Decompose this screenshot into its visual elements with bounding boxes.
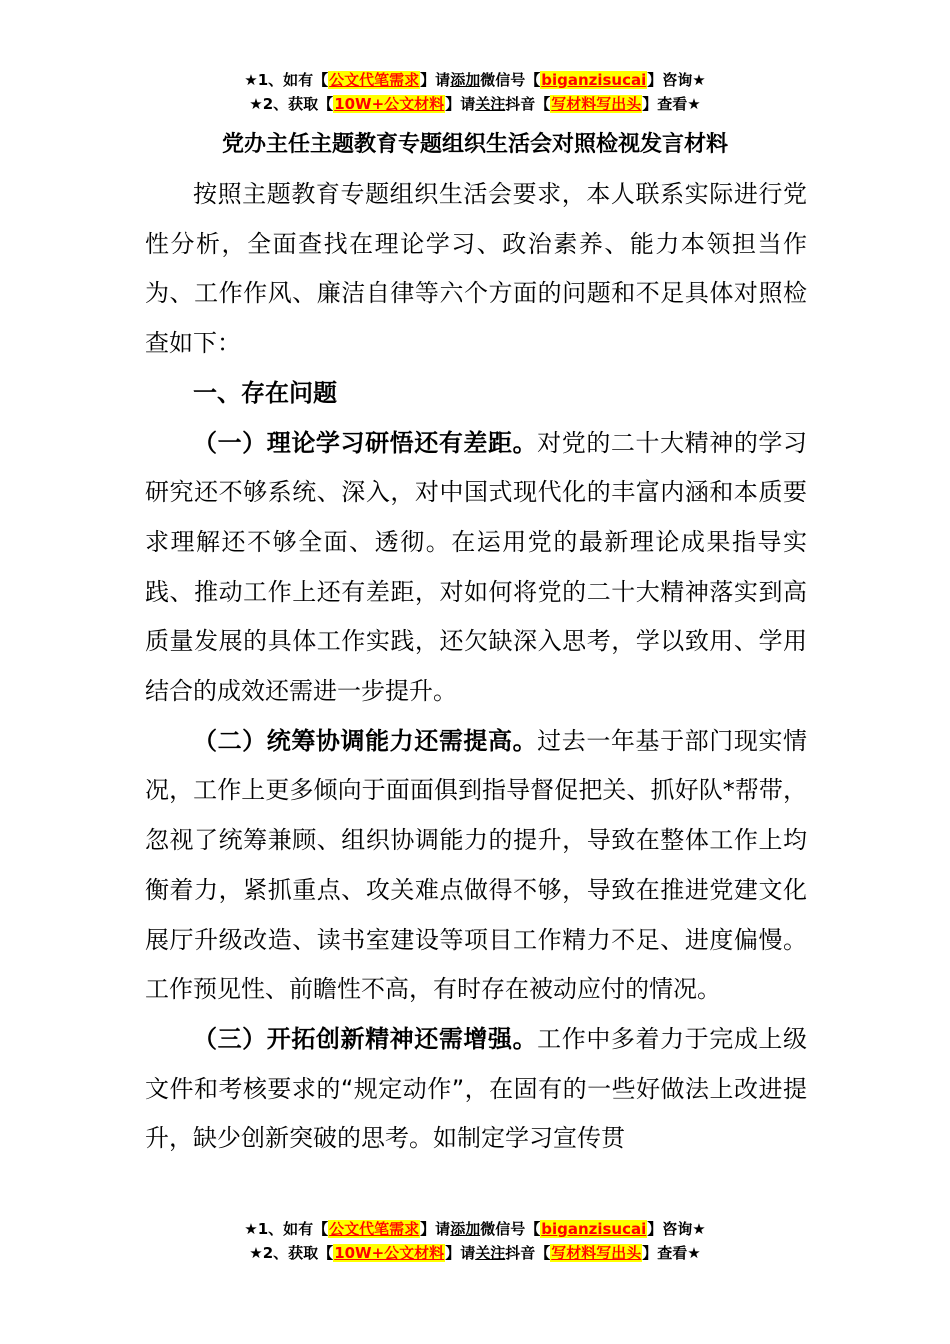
banner-text: 】查看★ (642, 1244, 701, 1262)
banner-highlight: 10W+公文材料 (334, 95, 445, 113)
banner-text: ★1、如有【 (244, 71, 329, 89)
banner-highlight: biganzisucai (541, 71, 647, 89)
banner-text: 】请 (420, 71, 451, 89)
intro-paragraph: 按照主题教育专题组织生活会要求，本人联系实际进行党性分析，全面查找在理论学习、政治素养、能力本领担当作为、工作作风、廉洁自律等六个方面的问题和不足具体对照检查如下： (145, 180, 807, 358)
banner-text: 微信号【 (480, 71, 541, 89)
banner-highlight: 公文代笔需求 (329, 1220, 420, 1238)
banner-underline: 关注 (475, 1244, 506, 1262)
banner-text: 抖音【 (505, 1244, 551, 1262)
section-heading: 一、存在问题 (193, 378, 337, 407)
bottom-banner (0, 1217, 950, 1265)
banner-text: ★2、获取【 (249, 95, 334, 113)
banner-text: 】请 (445, 95, 476, 113)
top-banner (0, 68, 950, 116)
banner-highlight: biganzisucai (541, 1220, 647, 1238)
banner-text: 】请 (445, 1244, 476, 1262)
banner-text: 】咨询★ (647, 1220, 706, 1238)
banner-line-1 (0, 1217, 950, 1241)
banner-text: 】查看★ (642, 95, 701, 113)
banner-underline: 关注 (475, 95, 506, 113)
item-lead: （一）理论学习研悟还有差距。 (193, 428, 538, 457)
banner-line-2 (0, 1241, 950, 1265)
item-lead: （二）统筹协调能力还需提高。 (193, 726, 538, 755)
banner-highlight: 写材料写出头 (551, 1244, 642, 1262)
banner-underline: 添加 (450, 71, 481, 89)
banner-text: ★2、获取【 (249, 1244, 334, 1262)
banner-text: 微信号【 (480, 1220, 541, 1238)
item-text: 过去一年基于部门现实情况，工作上更多倾向于面面俱到指导督促把关、抓好队*帮带，忽视了统筹兼顾、组织协调能力的提升，导致在整体工作上均衡着力，紧抓重点、攻关难点做得不够，导致在推进党建文化展厅升级改造、读书室建设等项目工作精力不足、进度偏慢。工作预见性、前瞻性不高，有时存在被动应付的情况。 (145, 726, 808, 1004)
problem-item-3 (145, 1015, 807, 1164)
item-lead: （三）开拓创新精神还需增强。 (193, 1024, 538, 1053)
banner-highlight: 写材料写出头 (551, 95, 642, 113)
item-text: 工作中多着力于完成上级文件和考核要求的“规定动作”，在固有的一些好做法上改进提升，缺少创新突破的思考。如制定学习宣传贯 (145, 1024, 808, 1153)
banner-underline: 添加 (450, 1220, 481, 1238)
banner-text: ★1、如有【 (244, 1220, 329, 1238)
problem-item-2 (145, 717, 807, 1015)
banner-highlight: 公文代笔需求 (329, 71, 420, 89)
banner-highlight: 10W+公文材料 (334, 1244, 445, 1262)
banner-text: 抖音【 (505, 95, 551, 113)
banner-line-2 (0, 92, 950, 116)
document-body (145, 170, 807, 1164)
problem-item-1 (145, 419, 807, 717)
banner-line-1 (0, 68, 950, 92)
document-title: 党办主任主题教育专题组织生活会对照检视发言材料 (221, 132, 728, 157)
item-text: 对党的二十大精神的学习研究还不够系统、深入，对中国式现代化的丰富内涵和本质要求理解还不够全面、透彻。在运用党的最新理论成果指导实践、推动工作上还有差距，对如何将党的二十大精神落实到高质量发展的具体工作实践，还欠缺深入思考，学以致用、学用结合的成效还需进一步提升。 (145, 428, 808, 706)
banner-text: 】请 (420, 1220, 451, 1238)
banner-text: 】咨询★ (647, 71, 706, 89)
